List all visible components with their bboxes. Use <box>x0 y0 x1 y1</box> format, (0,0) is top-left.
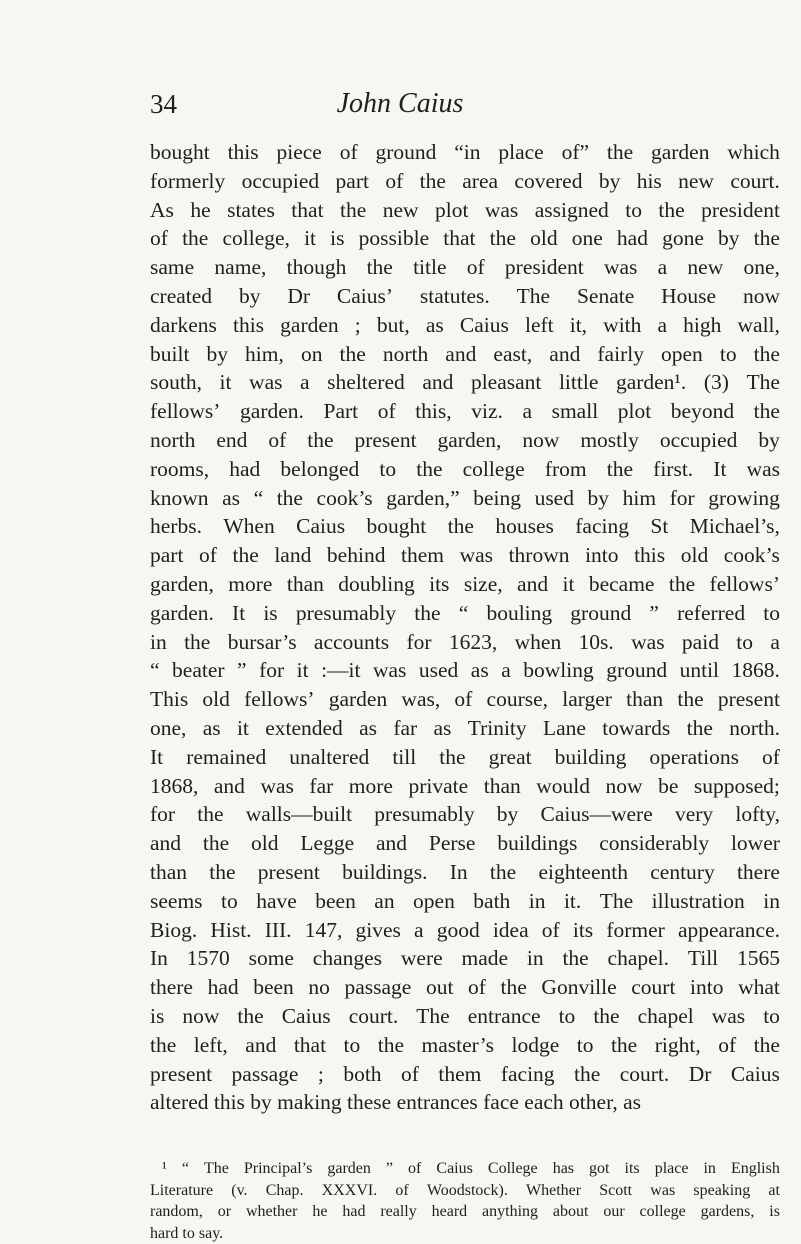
text-line: created by Dr Caius’ statutes. The Senate House now <box>150 282 780 311</box>
text-line: there had been no passage out of the Gonville court into what <box>150 973 780 1002</box>
footnotes <box>150 1158 780 1244</box>
text-line: darkens this garden ; but, as Caius left it, with a high wall, <box>150 311 780 340</box>
text-line: of the college, it is possible that the old one had gone by the <box>150 224 780 253</box>
text-line: built by him, on the north and east, and fairly open to the <box>150 340 780 369</box>
text-line: is now the Caius court. The entrance to the chapel was to <box>150 1002 780 1031</box>
text-line: same name, though the title of president was a new one, <box>150 253 780 282</box>
text-line: present passage ; both of them facing the court. Dr Caius <box>150 1060 780 1089</box>
page-header <box>150 86 650 130</box>
text-line: altered this by making these entrances face each other, as <box>150 1088 780 1117</box>
text-line: than the present buildings. In the eighteenth century there <box>150 858 780 887</box>
text-line: in the bursar’s accounts for 1623, when 10s. was paid to a <box>150 628 780 657</box>
text-line: south, it was a sheltered and pleasant little garden¹. (3) The <box>150 368 780 397</box>
text-line: In 1570 some changes were made in the chapel. Till 1565 <box>150 944 780 973</box>
text-line: known as “ the cook’s garden,” being used by him for growing <box>150 484 780 513</box>
text-line: As he states that the new plot was assigned to the president <box>150 196 780 225</box>
running-head: John Caius <box>150 86 650 122</box>
footnote-line: ¹ “ The Principal’s garden ” of Caius College has got its place in English <box>150 1158 780 1180</box>
text-line: and the old Legge and Perse buildings considerably lower <box>150 829 780 858</box>
page-number: 34 <box>150 86 177 122</box>
footnote-line: random, or whether he had really heard anything about our college gardens, is <box>150 1201 780 1223</box>
text-line: garden. It is presumably the “ bouling ground ” referred to <box>150 599 780 628</box>
text-line: one, as it extended as far as Trinity Lane towards the north. <box>150 714 780 743</box>
text-line: 1868, and was far more private than would now be supposed; <box>150 772 780 801</box>
text-line: rooms, had belonged to the college from the first. It was <box>150 455 780 484</box>
text-line: formerly occupied part of the area covered by his new court. <box>150 167 780 196</box>
footnote-line: Literature (v. Chap. XXXVI. of Woodstock). Whether Scott was speaking at <box>150 1180 780 1202</box>
text-line: north end of the present garden, now mostly occupied by <box>150 426 780 455</box>
footnote-line: hard to say. <box>150 1223 780 1244</box>
text-line: seems to have been an open bath in it. The illustration in <box>150 887 780 916</box>
text-line: fellows’ garden. Part of this, viz. a small plot beyond the <box>150 397 780 426</box>
text-line: Biog. Hist. III. 147, gives a good idea of its former appearance. <box>150 916 780 945</box>
text-line: This old fellows’ garden was, of course, larger than the present <box>150 685 780 714</box>
text-line: herbs. When Caius bought the houses facing St Michael’s, <box>150 512 780 541</box>
text-line: for the walls—built presumably by Caius—were very lofty, <box>150 800 780 829</box>
text-line: bought this piece of ground “in place of” the garden which <box>150 138 780 167</box>
text-line: the left, and that to the master’s lodge to the right, of the <box>150 1031 780 1060</box>
body-text <box>150 138 780 1117</box>
text-line: “ beater ” for it :—it was used as a bowling ground until 1868. <box>150 656 780 685</box>
text-line: garden, more than doubling its size, and it became the fellows’ <box>150 570 780 599</box>
text-line: part of the land behind them was thrown into this old cook’s <box>150 541 780 570</box>
text-line: It remained unaltered till the great building operations of <box>150 743 780 772</box>
